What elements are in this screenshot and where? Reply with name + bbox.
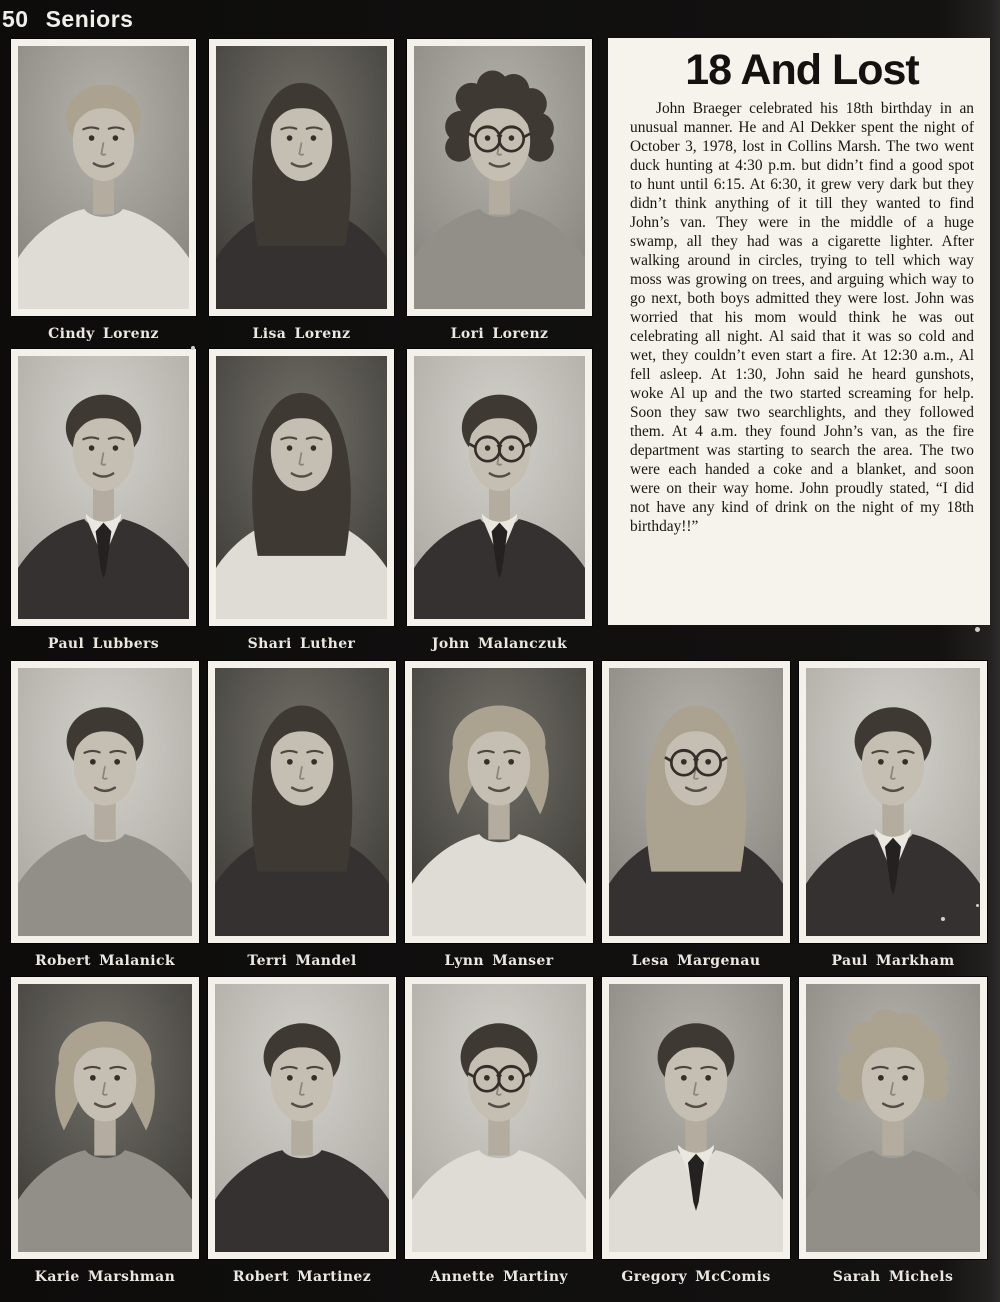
portrait-illustration: [806, 668, 980, 936]
student-name: Paul Lubbers: [47, 636, 160, 652]
photo-frame: [208, 348, 395, 627]
student-name: Lynn Manser: [444, 953, 554, 969]
student-name: Lori Lorenz: [450, 326, 549, 342]
student-name: Robert Malanick: [34, 953, 176, 969]
student-name: Lesa Margenau: [631, 953, 761, 969]
student-name: Shari Luther: [247, 636, 356, 652]
photo-frame: [208, 38, 395, 317]
portrait-photo: [10, 660, 200, 974]
portrait-illustration: [412, 984, 586, 1252]
photo-frame: [10, 660, 200, 944]
student-name: Gregory McComis: [621, 1269, 771, 1285]
portrait-grid-row4: [10, 976, 990, 1290]
student-name: Robert Martinez: [232, 1269, 372, 1285]
portrait-illustration: [216, 46, 387, 309]
portrait-illustration: [18, 984, 192, 1252]
portrait-photo: [798, 976, 988, 1290]
photo-frame: [10, 348, 197, 627]
portrait-photo: [404, 976, 594, 1290]
print-speck: [976, 904, 979, 907]
portrait-photo: [10, 348, 197, 658]
print-speck: [191, 346, 195, 350]
portrait-illustration: [414, 46, 585, 309]
portrait-illustration: [216, 356, 387, 619]
portrait-photo: [406, 348, 593, 658]
portrait-photo: [207, 976, 397, 1290]
student-name: Terri Mandel: [247, 953, 357, 969]
page-header: [0, 0, 1000, 32]
print-speck: [975, 627, 980, 632]
student-name: Lisa Lorenz: [252, 326, 351, 342]
portrait-photo: [404, 660, 594, 974]
portrait-grid-top: [10, 38, 595, 658]
portrait-illustration: [18, 356, 189, 619]
student-name: Sarah Michels: [832, 1269, 954, 1285]
portrait-photo: [10, 38, 197, 348]
photo-frame: [404, 660, 594, 944]
portrait-illustration: [18, 668, 192, 936]
portrait-illustration: [18, 46, 189, 309]
portrait-photo: [208, 348, 395, 658]
student-name: Karie Marshman: [34, 1269, 176, 1285]
portrait-illustration: [215, 984, 389, 1252]
student-name: Cindy Lorenz: [48, 326, 159, 342]
portrait-photo: [798, 660, 988, 974]
photo-frame: [10, 976, 200, 1260]
photo-frame: [10, 38, 197, 317]
photo-frame: [406, 348, 593, 627]
student-name: John Malanczuk: [431, 636, 568, 652]
portrait-illustration: [806, 984, 980, 1252]
top-section: [10, 38, 990, 658]
student-name: Paul Markham: [831, 953, 955, 969]
section-title: Seniors: [45, 6, 134, 32]
photo-frame: [601, 976, 791, 1260]
portrait-photo: [601, 660, 791, 974]
article-title: 18 And Lost: [685, 46, 919, 94]
portrait-illustration: [609, 984, 783, 1252]
photo-frame: [798, 660, 988, 944]
portrait-illustration: [215, 668, 389, 936]
page-number: 50: [2, 6, 29, 32]
feature-article: [608, 38, 990, 625]
portrait-illustration: [609, 668, 783, 936]
page-content: [0, 38, 1000, 1290]
print-speck: [941, 917, 945, 921]
photo-frame: [207, 660, 397, 944]
portrait-illustration: [412, 668, 586, 936]
portrait-photo: [601, 976, 791, 1290]
portrait-illustration: [414, 356, 585, 619]
portrait-photo: [406, 38, 593, 348]
photo-frame: [798, 976, 988, 1260]
portrait-photo: [207, 660, 397, 974]
photo-frame: [207, 976, 397, 1260]
article-body: John Braeger celebrated his 18th birthday in an unusual manner. He and Al Dekker spent the night of October 3, 1978, lost in Collins Marsh. The two went duck hunting at 4:30 p.m. but didn’t find a good spot to hunt until 6:15. At 6:30, it grew very dark but they didn’t think anything of it till they wanted to find John’s van. They were in the middle of a huge swamp, all they had was a cigarette lighter. After walking around in circles, trying to tell which way moss was growing on trees, and arguing which way to go next, both boys admitted they were lost. John was worried that his mom would think he was out celebrating all night. Al said that it was so cold and wet, they couldn’t even start a fire. At 12:30 a.m., Al fell asleep. At 1:30, John said he heard gunshots, woke Al up and the two started screaming for help. Soon they saw two searchlights, and they followed them. At 4 a.m. they found John’s van, as the fire department was starting to search the area. The two were each handed a coke and a blanket, and soon were on their way home. John proudly stated, “I did not have any kind of drink on the night of my 18th birthday!!”: [630, 100, 974, 535]
portrait-photo: [208, 38, 395, 348]
student-name: Annette Martiny: [430, 1269, 568, 1285]
portrait-grid-row3: [10, 660, 990, 974]
photo-frame: [406, 38, 593, 317]
photo-frame: [404, 976, 594, 1260]
photo-frame: [601, 660, 791, 944]
portrait-photo: [10, 976, 200, 1290]
